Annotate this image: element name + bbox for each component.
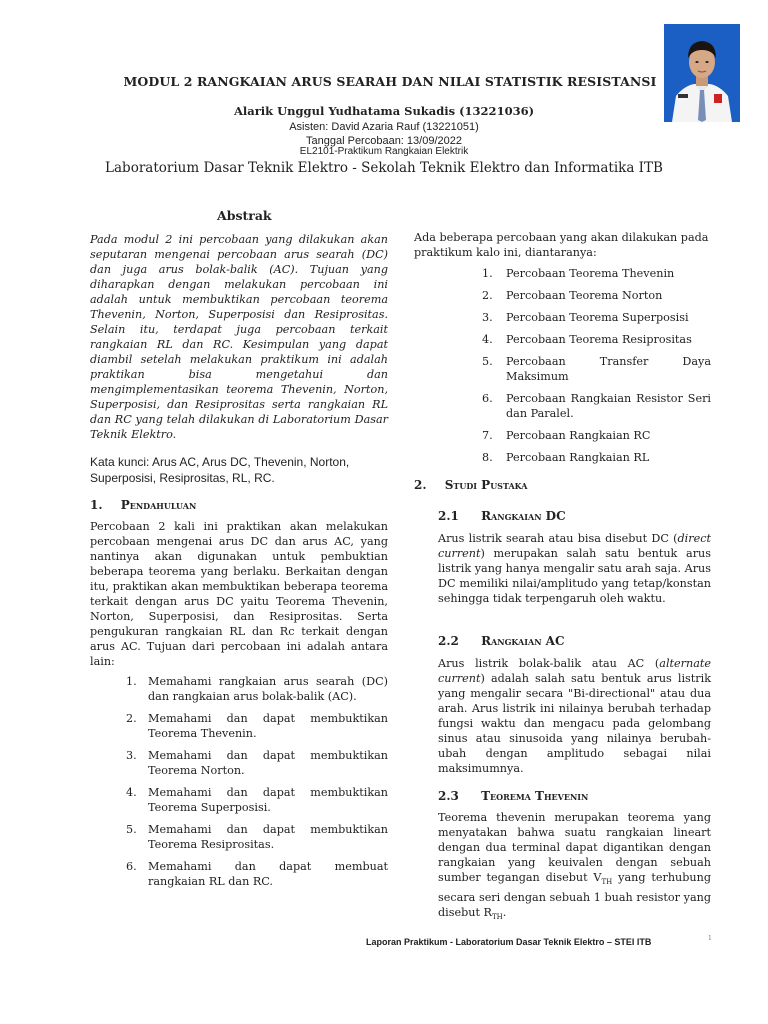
badge-text: GARDA <box>676 97 687 101</box>
page-footer: Laporan Praktikum - Laboratorium Dasar Teknik Elektro – STEI ITB <box>366 937 652 947</box>
list-item: 1. Memahami rangkaian arus searah (DC) dan rangkaian arus bolak-balik (AC). <box>126 675 388 703</box>
page-marker: 1 <box>708 935 712 942</box>
keywords: Kata kunci: Arus AC, Arus DC, Thevenin, Norton, Superposisi, Resiprositas, RL, RC. <box>90 455 350 485</box>
list-item: 2. Memahami dan dapat membuktikan Teorema Thevenin. <box>126 712 388 740</box>
ac-text: Arus listrik bolak-balik atau AC (alternate current) adalah salah satu bentuk arus listrik yang mengalir secara "Bi-directional" atau dua arah. Arus listrik ini nilainya berubah terhadap fungsi waktu dan mengacu pada gelombang sinus atau sinusoida yang nilainya berubah-ubah dengan amplitudo sebagai nilai maksimumnya. <box>438 657 711 775</box>
abstract-text: Pada modul 2 ini percobaan yang dilakukan akan seputaran mengenai percobaan arus searah (DC) dan juga arus bolak-balik (AC). Tujuan yang diharapkan dengan melakukan percobaan ini adalah untuk membuktikan percobaan teorema Thevenin, Norton, Superposisi dan Resiprositas. Selain itu, terdapat juga percobaan terkait rangkaian RL dan RC. Kesimpulan yang dapat diambil setelah melakukan praktikum ini adalah praktikan bisa mengetahui dan mengimplementasikan teorema Thevenin, Norton, Superposisi, dan Resiprositas serta rangkaian RL dan RC yang telah dilakukan di Laboratorium Dasar Teknik Elektro. <box>90 233 388 441</box>
assistant-info: Asisten: David Azaria Rauf (13221051) <box>289 121 479 133</box>
experiments-list <box>482 266 711 472</box>
subsection-2-3-heading <box>438 789 588 803</box>
goals-list <box>126 674 388 896</box>
list-item: 7. Percobaan Rangkaian RC <box>482 429 651 442</box>
list-item: 3. Percobaan Teorema Superposisi <box>482 311 689 324</box>
subsection-title: Rangkaian AC <box>481 634 565 648</box>
section-2-heading <box>414 478 528 492</box>
list-item: 4. Memahami dan dapat membuktikan Teorema Superposisi. <box>126 786 388 814</box>
course-info: EL2101-Praktikum Rangkaian Elektrik <box>299 146 469 157</box>
experiments-intro: Ada beberapa percobaan yang akan dilakukan pada praktikum kalo ini, diantaranya: <box>414 231 709 259</box>
list-item: 4. Percobaan Teorema Resiprositas <box>482 333 692 346</box>
subsection-title: Rangkaian DC <box>481 509 566 523</box>
section-1-heading <box>90 498 196 512</box>
list-item: 8. Percobaan Rangkaian RL <box>482 451 650 464</box>
list-item: 3. Memahami dan dapat membuktikan Teorema Norton. <box>126 749 388 777</box>
dc-text: Arus listrik searah atau bisa disebut DC (direct current) merupakan salah satu bentuk arus listrik yang hanya mengalir satu arah saja. Arus DC memiliki nilai/amplitudo yang tetap/konstan sehingga tidak terpengaruh oleh waktu. <box>438 532 711 605</box>
subsection-2-2-heading <box>438 634 565 648</box>
section-2-title: Studi Pustaka <box>444 478 528 492</box>
list-item: 1. Percobaan Teorema Thevenin <box>482 267 675 280</box>
abstract-heading: Abstrak <box>217 208 272 223</box>
document-title: MODUL 2 RANGKAIAN ARUS SEARAH DAN NILAI STATISTIK RESISTANSI <box>123 74 657 89</box>
subsection-number: 2.2 <box>438 634 459 648</box>
subsection-number: 2.1 <box>438 509 459 523</box>
list-item: 2. Percobaan Teorema Norton <box>482 289 663 302</box>
subsection-number: 2.3 <box>438 789 459 803</box>
experiment-date: Tanggal Percobaan: 13/09/2022 <box>306 135 462 147</box>
lab-name: Laboratorium Dasar Teknik Elektro - Sekolah Teknik Elektro dan Informatika ITB <box>105 160 663 176</box>
list-item: 5. Percobaan Transfer Daya Maksimum <box>482 355 711 383</box>
intro-text: Percobaan 2 kali ini praktikan akan melakukan percobaan mengenai arus DC dan arus AC, yang nantinya akan digunakan untuk pembuktian beberapa teorema yang berlaku. Berkaitan dengan itu, praktikan akan membuktikan beberapa teorema terkait dengan arus DC yaitu Teorema Thevenin, Norton, Superposisi, dan Resiprositas. Serta pengukuran rangkaian RL dan Rc terkait dengan arus AC. Tujuan dari percobaan ini adalah antara lain: <box>90 520 388 668</box>
list-item: 6. Memahami dan dapat membuat rangkaian RL dan RC. <box>126 860 388 888</box>
subsection-2-1-heading <box>438 509 566 523</box>
section-2-number: 2. <box>414 478 427 492</box>
subsection-title: Teorema Thevenin <box>481 789 589 803</box>
section-1-title: Pendahuluan <box>120 498 197 512</box>
thevenin-text: Teorema thevenin merupakan teorema yang menyatakan bahwa suatu rangkaian lineart dengan dua terminal dapat digantikan dengan rangkaian yang keuivalen dengan sebuah sumber tegangan disebut $V_{TH}$ yang terhubung secara seri dengan sebuah 1 buah resistor yang disebut $R_{TH}$. <box>438 811 711 922</box>
list-item: 5. Memahami dan dapat membuktikan Teorema Resiprositas. <box>126 823 388 851</box>
author-name: Alarik Unggul Yudhatama Sukadis (13221036) <box>233 104 535 118</box>
list-item: 6. Percobaan Rangkaian Resistor Seri dan Paralel. <box>482 392 711 420</box>
section-1-number: 1. <box>90 498 103 512</box>
